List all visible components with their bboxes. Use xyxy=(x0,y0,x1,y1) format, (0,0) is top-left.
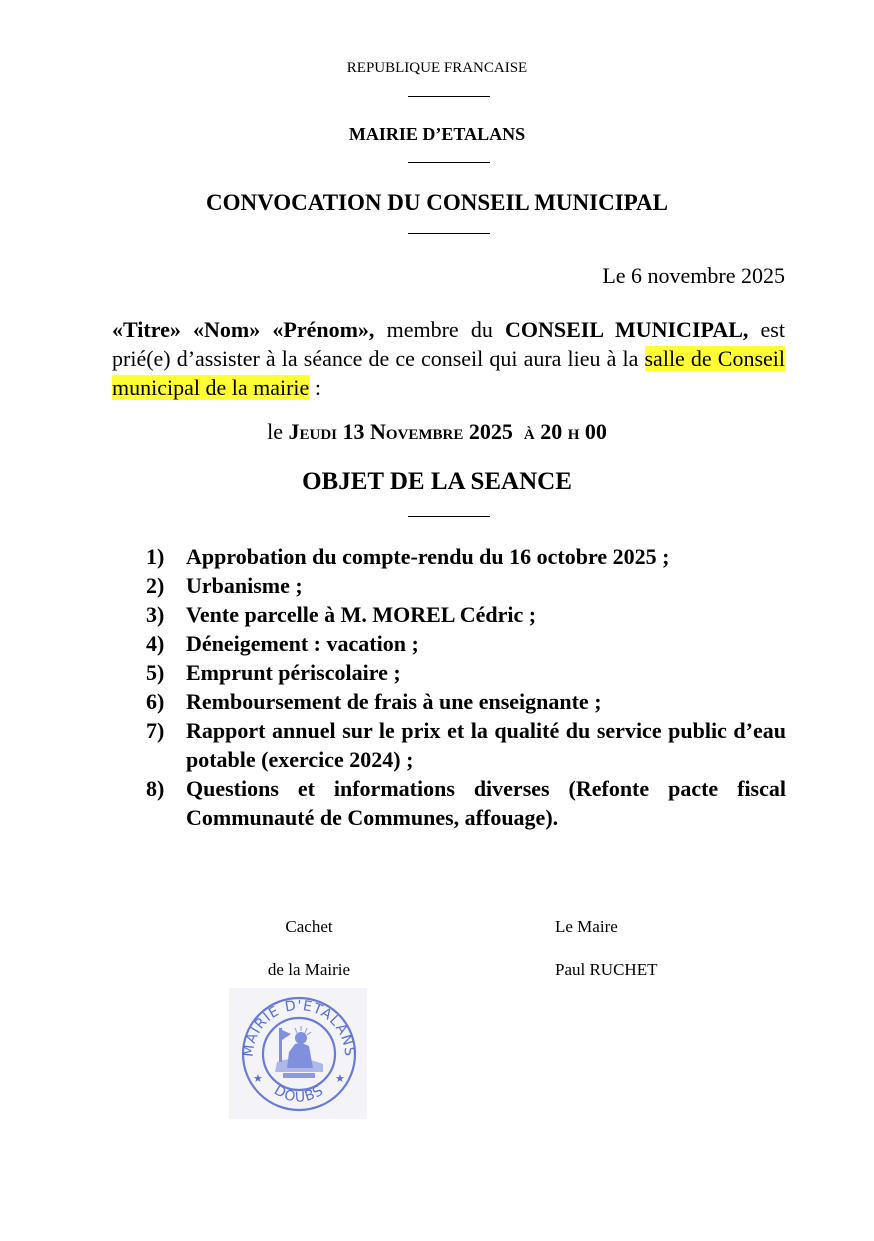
maire-name: Paul RUCHET xyxy=(555,960,658,979)
meeting-day: Jeudi 13 Novembre 2025 xyxy=(288,419,513,444)
intro-text: est prié(e) d’assister à la séance de ce conseil qui aura lieu à la xyxy=(112,317,785,371)
maire-label: Le Maire xyxy=(555,917,618,936)
meeting-a: à xyxy=(523,419,535,444)
agenda-list xyxy=(146,542,786,832)
agenda-number: 6) xyxy=(146,689,165,714)
agenda-text: Urbanisme ; xyxy=(186,573,303,598)
agenda-text: Emprunt périscolaire ; xyxy=(186,660,401,685)
agenda-item xyxy=(146,629,786,658)
agenda-item xyxy=(146,687,786,716)
agenda-number: 8) xyxy=(146,776,165,801)
stamp-seal-icon xyxy=(229,988,367,1119)
agenda-number: 7) xyxy=(146,718,165,743)
svg-text:DOUBS xyxy=(271,1082,327,1105)
intro-paragraph xyxy=(112,315,785,402)
meeting-minutes: 00 xyxy=(584,419,607,444)
star-icon: ★ xyxy=(335,1073,345,1085)
document-title: CONVOCATION DU CONSEIL MUNICIPAL xyxy=(206,190,668,215)
agenda-item xyxy=(146,658,786,687)
mairie-stamp xyxy=(229,988,367,1119)
republique-heading: REPUBLIQUE FRANCAISE xyxy=(346,60,528,76)
agenda-number: 1) xyxy=(146,544,165,569)
divider xyxy=(408,516,490,517)
mairie-heading: MAIRIE D’ETALANS xyxy=(348,124,526,144)
intro-text: : xyxy=(314,375,321,400)
stamp-top-text: MAIRIE D'ETALANS xyxy=(240,997,358,1058)
star-icon: ★ xyxy=(253,1073,263,1085)
agenda-number: 3) xyxy=(146,602,165,627)
field-titre: «Titre» xyxy=(112,317,181,342)
meeting-h: h xyxy=(567,419,580,444)
meeting-datetime xyxy=(0,419,874,445)
agenda-item xyxy=(146,600,786,629)
cachet-label-2: de la Mairie xyxy=(267,960,351,979)
meeting-location: salle de Conseil municipal de la mairie xyxy=(112,346,786,400)
agenda-text: Questions et informations diverses (Refonte pacte fiscal Communauté de Communes, affouage). xyxy=(186,776,786,830)
intro-text: membre du xyxy=(386,317,493,342)
agenda-number: 4) xyxy=(146,631,165,656)
conseil-label: CONSEIL MUNICIPAL, xyxy=(504,317,749,342)
meeting-hour: 20 xyxy=(540,419,563,444)
cachet-label: Cachet xyxy=(285,917,333,936)
divider xyxy=(408,233,490,234)
date-line: Le 6 novembre 2025 xyxy=(602,263,785,288)
meeting-prefix: le xyxy=(267,419,283,444)
agenda-text: Approbation du compte-rendu du 16 octobre 2025 ; xyxy=(186,544,670,569)
agenda-item xyxy=(146,716,786,774)
agenda-number: 5) xyxy=(146,660,165,685)
field-prenom: «Prénom», xyxy=(272,317,375,342)
divider xyxy=(408,96,490,97)
agenda-item xyxy=(146,571,786,600)
agenda-item xyxy=(146,774,786,832)
agenda-text: Remboursement de frais à une enseignante ; xyxy=(186,689,602,714)
marianne-figure-icon xyxy=(275,1028,323,1078)
objet-heading: OBJET DE LA SEANCE xyxy=(302,468,572,495)
agenda-text: Déneigement : vacation ; xyxy=(186,631,419,656)
stamp-bottom-text: DOUBS xyxy=(271,1082,327,1106)
agenda-item xyxy=(146,542,786,571)
divider xyxy=(408,162,490,163)
agenda-text: Rapport annuel sur le prix et la qualité du service public d’eau potable (exercice 2024) ; xyxy=(186,718,786,772)
agenda-text: Vente parcelle à M. MOREL Cédric ; xyxy=(186,602,537,627)
field-nom: «Nom» xyxy=(193,317,261,342)
agenda-number: 2) xyxy=(146,573,165,598)
